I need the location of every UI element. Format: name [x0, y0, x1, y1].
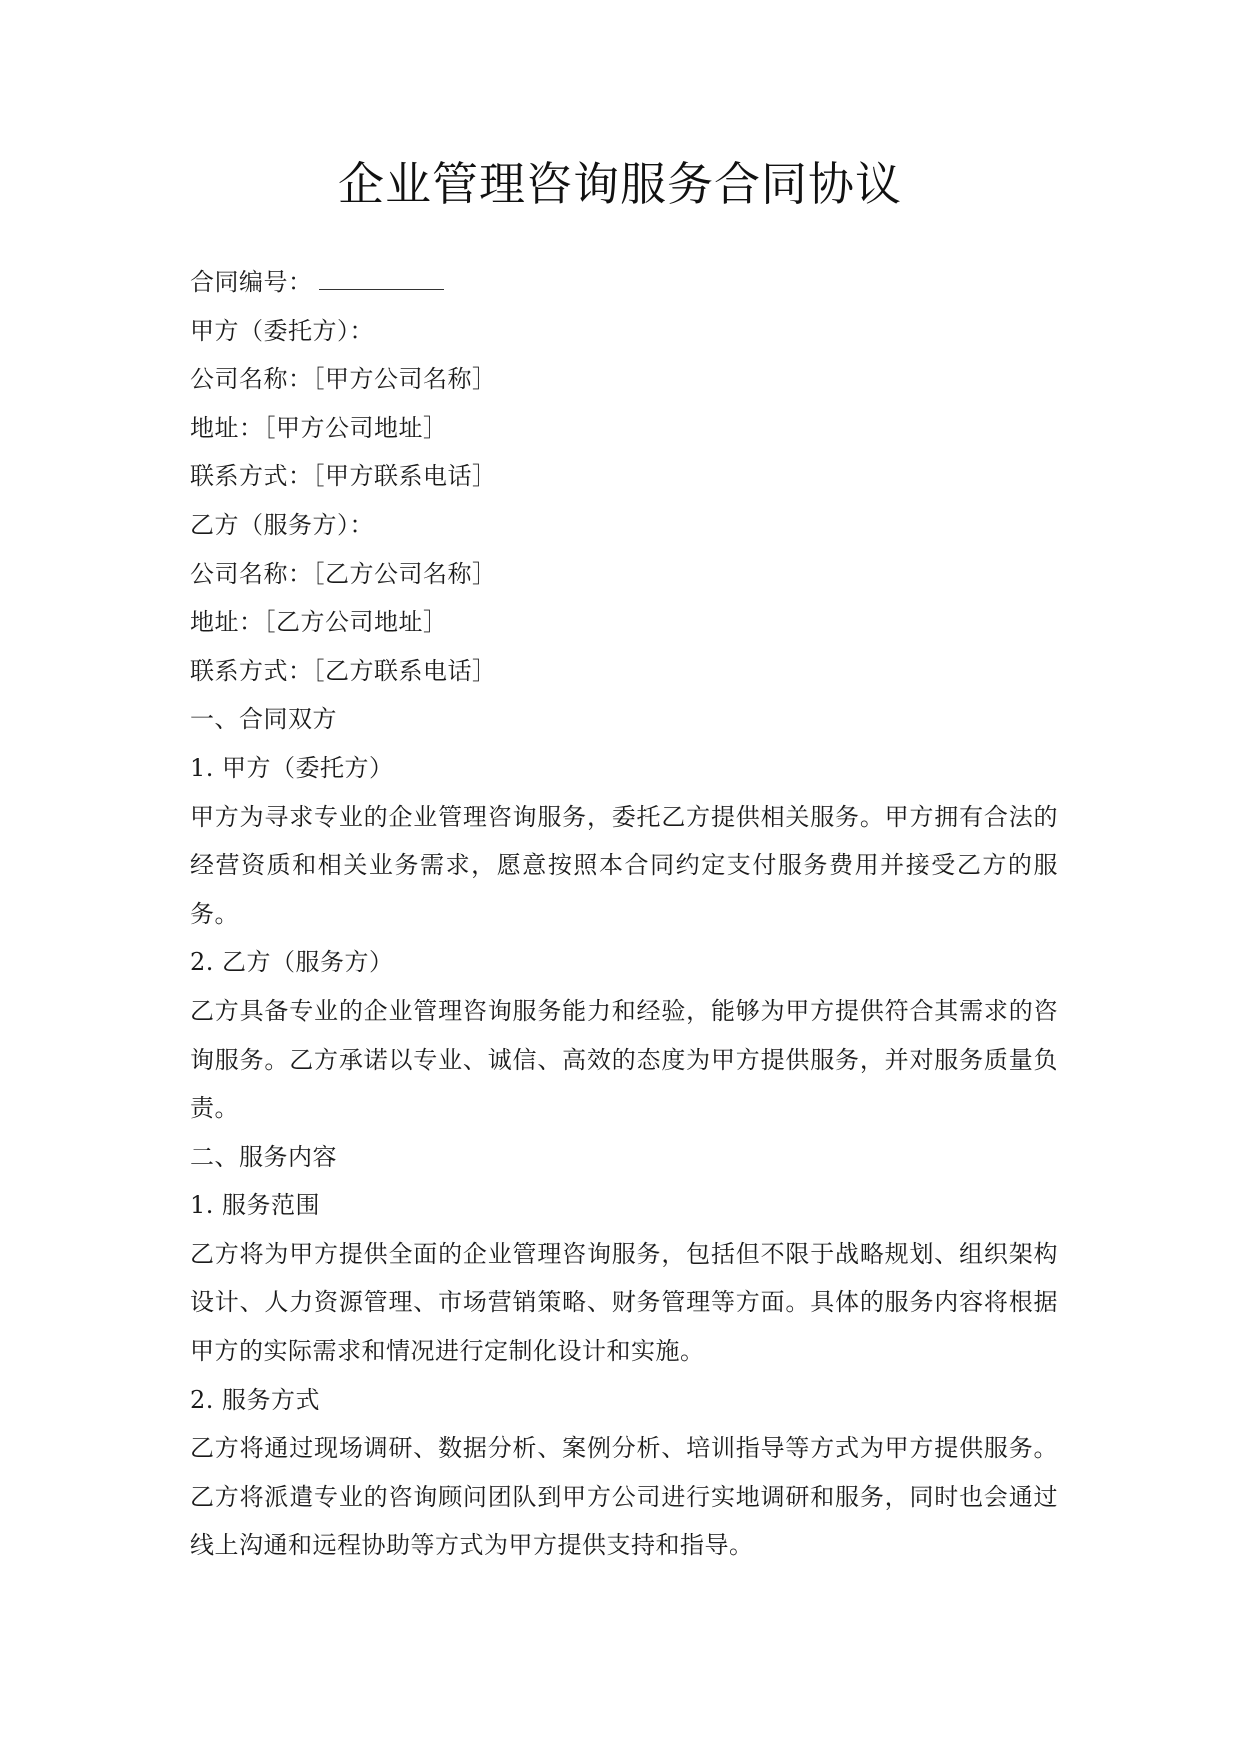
section-heading: 一、合同双方 [190, 705, 337, 734]
party-a-heading: 甲方（委托方）： [190, 316, 374, 345]
contract-number-label: 合同编号： [190, 268, 313, 296]
party-a-contact: 联系方式：［甲方联系电话］ [190, 462, 497, 491]
party-b-heading: 乙方（服务方）： [190, 510, 374, 539]
contract-number-line [190, 258, 1058, 307]
subsection-paragraph: 甲方为寻求专业的企业管理咨询服务，委托乙方提供相关服务。甲方拥有合法的经营资质和相关业务需求，愿意按照本合同约定支付服务费用并接受乙方的服务。 [190, 802, 1058, 928]
party-b-company-name: 公司名称：［乙方公司名称］ [190, 559, 497, 588]
document-body [190, 258, 1058, 1570]
subsection-paragraph: 乙方将为甲方提供全面的企业管理咨询服务，包括但不限于战略规划、组织架构设计、人力资源管理、市场营销策略、财务管理等方面。具体的服务内容将根据甲方的实际需求和情况进行定制化设计和实施。 [190, 1239, 1058, 1366]
subsection-heading: 2. 服务方式 [190, 1385, 321, 1414]
subsection-heading: 1. 服务范围 [190, 1191, 321, 1220]
party-a-address: 地址：［甲方公司地址］ [190, 413, 448, 442]
party-a-company-name: 公司名称：［甲方公司名称］ [190, 365, 497, 394]
section-heading: 二、服务内容 [190, 1142, 337, 1171]
subsection-paragraph: 乙方具备专业的企业管理咨询服务能力和经验，能够为甲方提供符合其需求的咨询服务。乙方承诺以专业、诚信、高效的态度为甲方提供服务，并对服务质量负责。 [190, 996, 1058, 1123]
subsection-heading: 2. 乙方（服务方） [190, 948, 394, 977]
document-title: 企业管理咨询服务合同协议 [338, 157, 902, 211]
contract-number-blank [319, 263, 444, 290]
party-b-contact: 联系方式：［乙方联系电话］ [190, 656, 497, 685]
subsection-paragraph: 乙方将通过现场调研、数据分析、案例分析、培训指导等方式为甲方提供服务。乙方将派遣专业的咨询顾问团队到甲方公司进行实地调研和服务，同时也会通过线上沟通和远程协助等方式为甲方提供支持和指导。 [190, 1434, 1058, 1560]
subsection-heading: 1. 甲方（委托方） [190, 753, 394, 782]
party-b-address: 地址：［乙方公司地址］ [190, 608, 448, 637]
